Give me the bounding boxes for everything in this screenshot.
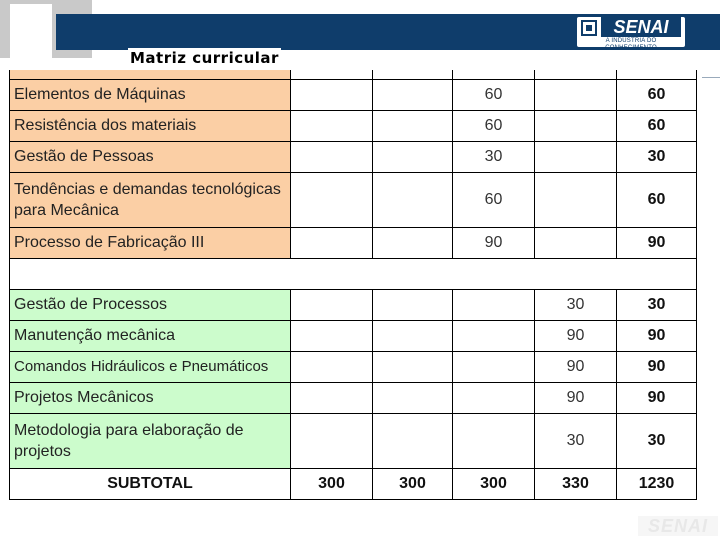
subtotal-total: 1230	[617, 468, 697, 499]
hours-cell: 30	[535, 413, 617, 468]
table-row	[10, 413, 697, 468]
total-cell: 60	[617, 79, 697, 110]
total-cell: 90	[617, 227, 697, 258]
hours-cell: 60	[453, 110, 535, 141]
discipline-name: Comandos Hidráulicos e Pneumáticos	[10, 351, 291, 382]
subtotal-cell: 300	[291, 468, 373, 499]
hours-cell: 90	[535, 351, 617, 382]
total-cell: 30	[617, 141, 697, 172]
subtotal-label: SUBTOTAL	[10, 468, 291, 499]
hours-cell: 60	[453, 79, 535, 110]
total-cell: 90	[617, 320, 697, 351]
decor-line	[702, 77, 720, 78]
hours-cell: 90	[453, 227, 535, 258]
discipline-name: Tendências e demandas tecnológicas para Mecânica	[10, 172, 291, 227]
total-cell: 60	[617, 172, 697, 227]
total-cell: 30	[617, 289, 697, 320]
hours-cell: 90	[535, 382, 617, 413]
table-row	[10, 79, 697, 110]
total-cell: 30	[617, 413, 697, 468]
discipline-name: Manutenção mecânica	[10, 320, 291, 351]
total-cell: 60	[617, 110, 697, 141]
table-row	[10, 172, 697, 227]
senai-logo	[577, 17, 685, 51]
table-row	[10, 382, 697, 413]
discipline-name: Metodologia para elaboração de projetos	[10, 413, 291, 468]
hours-cell: 30	[535, 289, 617, 320]
header-white-notch	[10, 4, 52, 60]
hours-cell: 30	[453, 141, 535, 172]
discipline-name: Gestão de Pessoas	[10, 141, 291, 172]
discipline-name: Elementos de Máquinas	[10, 79, 291, 110]
logo-mark-icon	[581, 20, 597, 36]
table-row	[10, 351, 697, 382]
page-title: Matriz curricular	[130, 49, 279, 67]
logo-text: SENAI	[601, 17, 681, 37]
discipline-name: Resistência dos materiais	[10, 110, 291, 141]
subtotal-cell: 300	[453, 468, 535, 499]
hours-cell: 60	[453, 172, 535, 227]
discipline-name: Gestão de Processos	[10, 289, 291, 320]
total-cell: 90	[617, 351, 697, 382]
table-row	[10, 141, 697, 172]
table-row	[10, 320, 697, 351]
curriculum-table	[9, 70, 697, 500]
footer-logo: SENAI	[638, 516, 718, 536]
subtotal-cell: 300	[373, 468, 453, 499]
total-cell: 90	[617, 382, 697, 413]
table-separator-row	[10, 258, 697, 289]
discipline-name: Processo de Fabricação III	[10, 227, 291, 258]
subtotal-cell: 330	[535, 468, 617, 499]
discipline-name: Projetos Mecânicos	[10, 382, 291, 413]
table-row	[10, 110, 697, 141]
table-row	[10, 227, 697, 258]
logo-tagline: A INDÚSTRIA DO CONHECIMENTO	[605, 38, 657, 51]
table-top-strip	[10, 70, 697, 79]
hours-cell: 90	[535, 320, 617, 351]
table-row	[10, 289, 697, 320]
subtotal-row	[10, 468, 697, 499]
